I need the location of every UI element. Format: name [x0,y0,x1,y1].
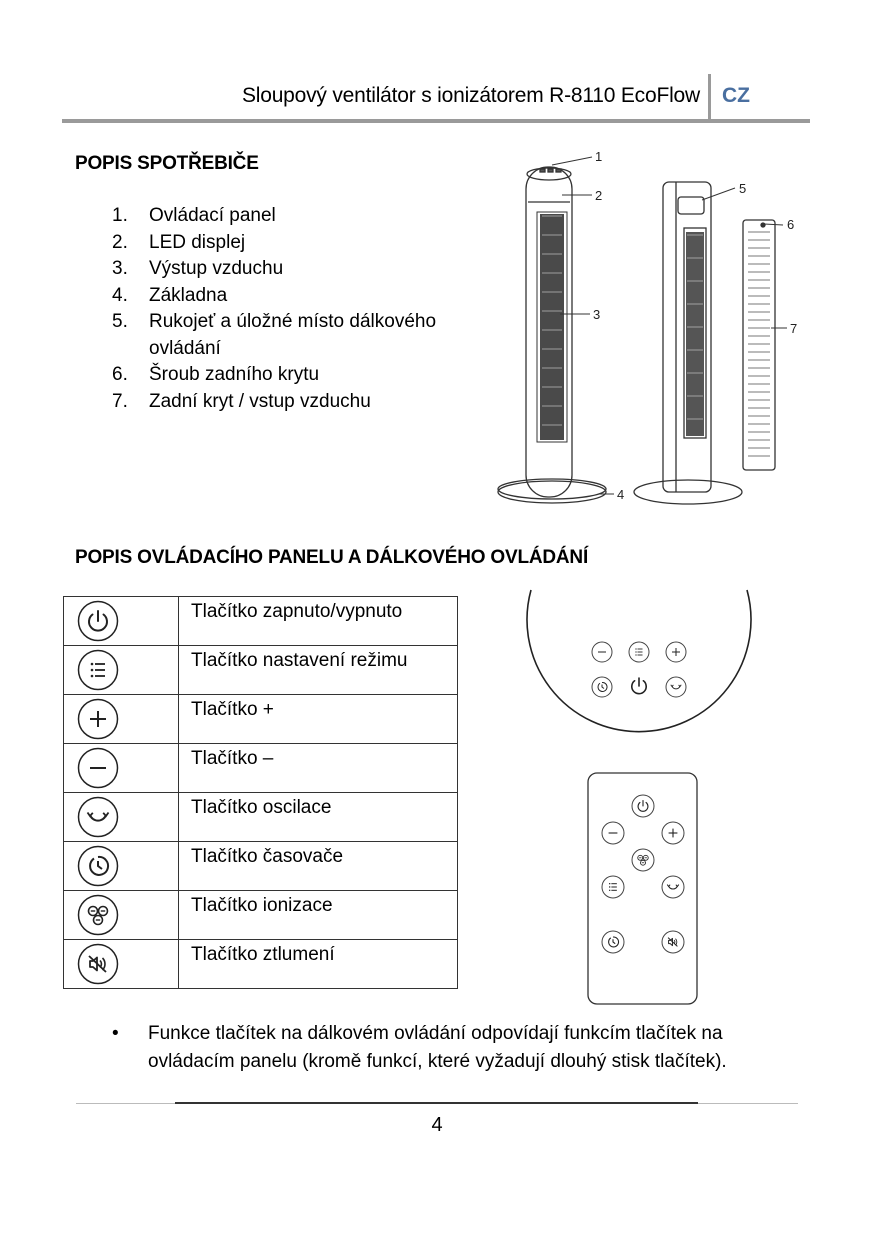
bullet: • [112,1023,119,1044]
control-panel-diagram [520,586,760,761]
remote-plus-icon [662,822,684,844]
button-label: Tlačítko zapnuto/vypnuto [179,597,458,646]
mute-icon [77,943,119,985]
plus-icon [77,698,119,740]
fan-diagram [490,140,820,520]
header-separator [708,74,711,120]
list-item: 3. Výstup vzduchu [112,258,284,279]
list-item: 2. LED displej [112,231,246,253]
table-row [64,695,458,744]
table-row [64,891,458,940]
remote-control-diagram [585,771,701,1007]
button-label: Tlačítko ztlumení [179,940,458,989]
table-row [64,646,458,695]
table-row [64,597,458,646]
button-label: Tlačítko ionizace [179,891,458,940]
language-code: CZ [722,84,750,107]
oscillation-icon [77,796,119,838]
remote-mode-icon [602,876,624,898]
panel-power-icon [632,678,646,694]
callout-1: 1 [595,149,603,164]
section-heading-appliance: POPIS SPOTŘEBIČE [75,153,259,174]
section-heading-control-panel: POPIS OVLÁDACÍHO PANELU A DÁLKOVÉHO OVLÁDÁNÍ [75,547,589,568]
ionizer-icon [77,894,119,936]
list-item: 6. Šroub zadního krytu [112,364,320,385]
remote-minus-icon [602,822,624,844]
callout-4: 4 [617,487,625,502]
parts-list [112,203,472,415]
callout-2: 2 [595,188,603,203]
callout-3: 3 [593,307,601,322]
list-item: 5. Rukojeť a úložné místo dálkového ovládání [112,311,437,359]
panel-timer-icon [592,677,612,697]
button-label: Tlačítko časovače [179,842,458,891]
panel-mode-icon [629,642,649,662]
remote-mute-icon [662,931,684,953]
list-item: 1. Ovládací panel [112,205,276,226]
panel-minus-icon [592,642,612,662]
button-table [63,596,458,989]
table-row [64,842,458,891]
remote-ionizer-icon [632,849,654,871]
list-item: 4. Základna [112,284,228,306]
note-paragraph [112,1020,752,1076]
note-text: Funkce tlačítek na dálkovém ovládání odpovídají funkcím tlačítek na ovládacím panelu (kromě funkcí, které vyžadují dlouhý stisk tlačítek). [148,1023,727,1072]
remote-oscillation-icon [662,876,684,898]
callout-5: 5 [739,181,747,196]
footer-rule-dark [175,1102,698,1104]
list-item: 7. Zadní kryt / vstup vzduchu [112,390,371,412]
button-label: Tlačítko – [179,744,458,793]
panel-plus-icon [666,642,686,662]
timer-icon [77,845,119,887]
page-number: 4 [431,1114,443,1136]
remote-timer-icon [602,931,624,953]
minus-icon [77,747,119,789]
table-row [64,744,458,793]
button-label: Tlačítko + [179,695,458,744]
panel-oscillation-icon [666,677,686,697]
callout-6: 6 [787,217,795,232]
table-row [64,793,458,842]
mode-icon [77,649,119,691]
remote-power-icon [632,795,654,817]
button-label: Tlačítko nastavení režimu [179,646,458,695]
table-row [64,940,458,989]
button-label: Tlačítko oscilace [179,793,458,842]
callout-7: 7 [790,321,798,336]
power-icon [77,600,119,642]
header-rule [62,119,810,123]
document-title: Sloupový ventilátor s ionizátorem R-8110 EcoFlow [241,84,700,107]
